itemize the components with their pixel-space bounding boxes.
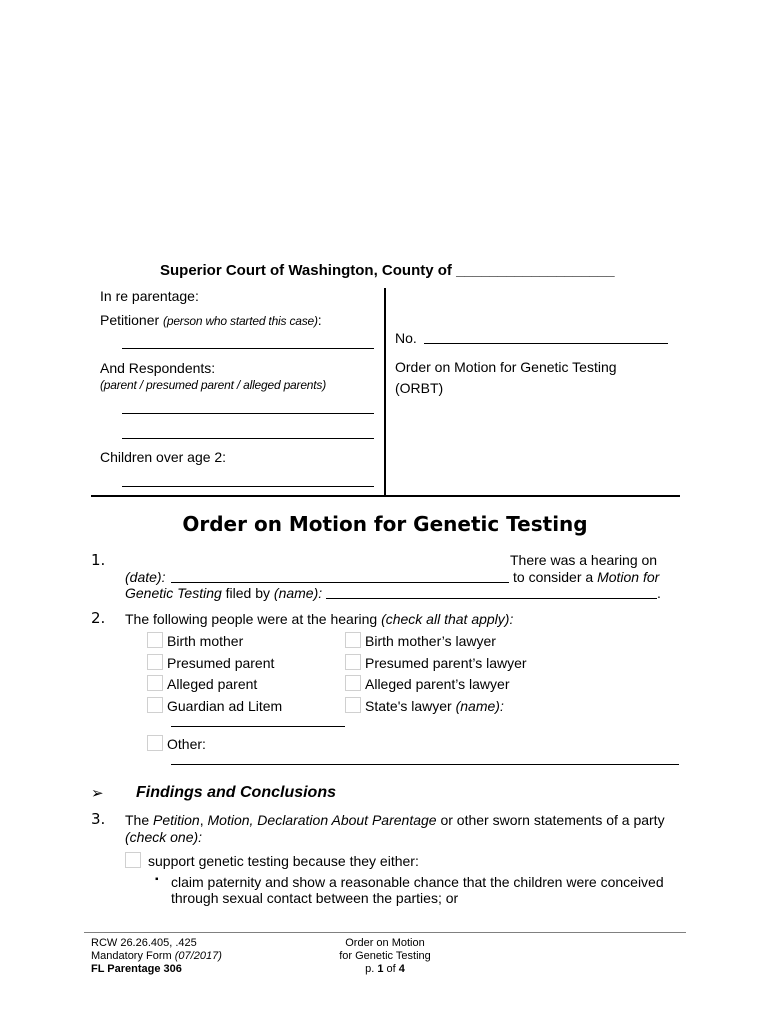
item-3-motion-decl: Motion, Declaration About Parentage bbox=[207, 812, 437, 828]
footer-center-line-2: for Genetic Testing bbox=[339, 950, 431, 962]
item-3-check-one: (check one): bbox=[125, 829, 203, 845]
checkbox-birth-mother[interactable] bbox=[147, 632, 163, 648]
option-state-lawyer: State's lawyer bbox=[365, 698, 452, 714]
footer-center-line-1: Order on Motion bbox=[345, 937, 425, 949]
page-title: Order on Motion for Genetic Testing bbox=[182, 512, 588, 536]
petitioner-colon: : bbox=[317, 312, 322, 328]
item-1-number: 1. bbox=[91, 551, 106, 569]
consider-text: to consider a bbox=[513, 569, 594, 585]
other-field[interactable] bbox=[171, 764, 679, 765]
arrow-bullet-icon: ➢ bbox=[91, 784, 104, 802]
state-lawyer-row bbox=[365, 698, 504, 714]
respondents-label: And Respondents: bbox=[100, 360, 216, 376]
doc-code: (ORBT) bbox=[395, 380, 444, 396]
filed-by-text: filed by bbox=[225, 585, 271, 601]
petitioner-label: Petitioner bbox=[100, 312, 160, 328]
findings-heading: Findings and Conclusions bbox=[136, 784, 336, 801]
date-label: (date): bbox=[125, 569, 166, 585]
court-title: Superior Court of Washington, County of ___________________ bbox=[160, 262, 615, 279]
state-lawyer-name-field[interactable] bbox=[171, 726, 345, 727]
footer-page-number bbox=[285, 963, 485, 975]
footer-mandatory-row bbox=[91, 950, 222, 962]
option-other: Other: bbox=[167, 736, 206, 752]
name-label: (name): bbox=[273, 585, 323, 601]
footer-mandatory-date: (07/2017) bbox=[174, 950, 222, 962]
doc-title-caption: Order on Motion for Genetic Testing bbox=[395, 359, 617, 375]
item-2-note: (check all that apply): bbox=[381, 611, 514, 627]
respondent-name-field-1[interactable] bbox=[122, 413, 374, 414]
motion-for-text: Motion for bbox=[597, 569, 660, 585]
filed-by-name-field[interactable] bbox=[326, 598, 657, 599]
item-3-petition: Petition bbox=[153, 812, 200, 828]
support-testing-text: support genetic testing because they either: bbox=[148, 853, 419, 869]
footer-rcw: RCW 26.26.405, .425 bbox=[91, 937, 197, 949]
respondent-name-field-2[interactable] bbox=[122, 438, 374, 439]
checkbox-alleged-parent-lawyer[interactable] bbox=[345, 675, 361, 691]
hearing-text: There was a hearing on bbox=[510, 552, 658, 568]
footer-rule bbox=[84, 932, 686, 933]
item-3-rest: or other sworn statements of a party bbox=[440, 812, 665, 828]
page-total: 4 bbox=[398, 963, 405, 975]
item-1-period: . bbox=[657, 585, 661, 601]
caption-bottom-rule bbox=[91, 495, 680, 497]
petitioner-row bbox=[100, 312, 322, 328]
page-prefix: p. bbox=[365, 963, 375, 975]
square-bullet-icon: ▪ bbox=[155, 874, 159, 885]
case-no-label: No. bbox=[395, 330, 417, 346]
bullet-line-2: through sexual contact between the parties; or bbox=[171, 890, 459, 906]
checkbox-presumed-parent-lawyer[interactable] bbox=[345, 654, 361, 670]
page-current: 1 bbox=[377, 963, 384, 975]
item-2-text: The following people were at the hearing bbox=[125, 611, 378, 627]
option-birth-mother-lawyer: Birth mother’s lawyer bbox=[365, 633, 496, 649]
petitioner-name-field[interactable] bbox=[122, 348, 374, 349]
caption-divider bbox=[384, 288, 386, 496]
hearing-date-field[interactable] bbox=[171, 582, 509, 583]
consider-row bbox=[513, 569, 659, 585]
checkbox-alleged-parent[interactable] bbox=[147, 675, 163, 691]
item-2-number: 2. bbox=[91, 609, 106, 627]
respondents-note: (parent / presumed parent / alleged parents) bbox=[100, 378, 327, 392]
children-name-field[interactable] bbox=[122, 486, 374, 487]
petitioner-note: (person who started this case) bbox=[163, 314, 318, 328]
item-3-the: The bbox=[125, 812, 150, 828]
checkbox-support-testing[interactable] bbox=[125, 852, 141, 868]
checkbox-other[interactable] bbox=[147, 735, 163, 751]
footer-form-id: FL Parentage 306 bbox=[91, 963, 182, 975]
item-3-comma: , bbox=[199, 812, 204, 828]
footer-mandatory: Mandatory Form bbox=[91, 950, 172, 962]
page-of: of bbox=[386, 963, 396, 975]
option-presumed-parent: Presumed parent bbox=[167, 655, 275, 671]
children-label: Children over age 2: bbox=[100, 449, 227, 465]
bullet-line-1: claim paternity and show a reasonable chance that the children were conceived bbox=[171, 874, 664, 890]
state-lawyer-name-label: (name): bbox=[455, 698, 504, 714]
filed-by-row bbox=[125, 585, 322, 601]
item-2-text-row bbox=[125, 611, 513, 627]
checkbox-state-lawyer[interactable] bbox=[345, 697, 361, 713]
checkbox-guardian-ad-litem[interactable] bbox=[147, 697, 163, 713]
option-alleged-parent-lawyer: Alleged parent’s lawyer bbox=[365, 676, 510, 692]
checkbox-birth-mother-lawyer[interactable] bbox=[345, 632, 361, 648]
genetic-testing-text: Genetic Testing bbox=[125, 585, 222, 601]
option-birth-mother: Birth mother bbox=[167, 633, 244, 649]
option-presumed-parent-lawyer: Presumed parent’s lawyer bbox=[365, 655, 527, 671]
item-3-number: 3. bbox=[91, 810, 106, 828]
case-number-field[interactable] bbox=[424, 343, 668, 344]
in-re-label: In re parentage: bbox=[100, 288, 199, 304]
item-3-text-row bbox=[125, 812, 665, 828]
checkbox-presumed-parent[interactable] bbox=[147, 654, 163, 670]
option-alleged-parent: Alleged parent bbox=[167, 676, 258, 692]
option-guardian-ad-litem: Guardian ad Litem bbox=[167, 698, 283, 714]
